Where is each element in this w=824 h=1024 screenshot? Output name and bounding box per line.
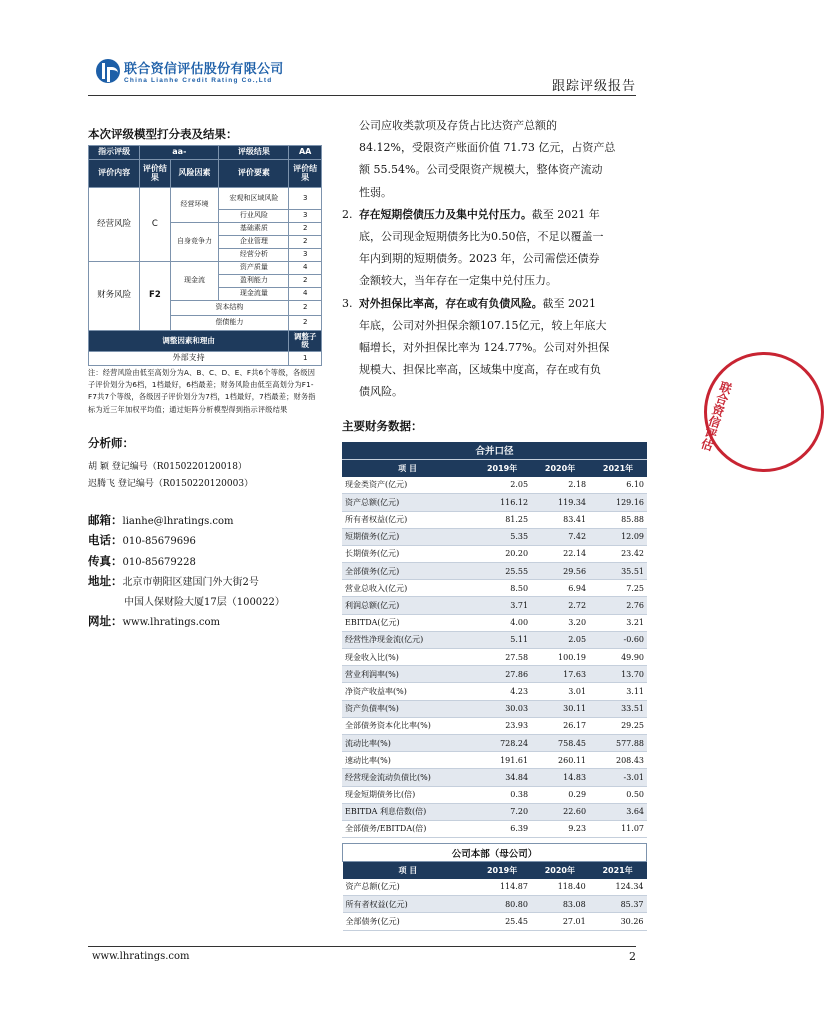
seal-text: 联合资信评估 xyxy=(698,379,734,453)
metric-value: 33.51 xyxy=(589,700,647,717)
metric-value: 30.03 xyxy=(473,700,531,717)
table-row xyxy=(342,511,647,528)
metric-name: 营业利润率(%) xyxy=(342,666,473,683)
website-link[interactable]: www.lhratings.com xyxy=(122,617,221,629)
text-line: 年底，公司对外担保余额107.15亿元，较上年底大 xyxy=(359,318,607,332)
metric-name: 长期债务(亿元) xyxy=(342,545,473,562)
table-row: 偿债能力 2 xyxy=(89,316,322,331)
metric-value: 129.16 xyxy=(589,494,647,511)
table-row xyxy=(342,477,647,494)
metric-name: 资产负债率(%) xyxy=(342,700,473,717)
metric-name: 全部债务资本化比率(%) xyxy=(342,717,473,734)
list-item: 3. 对外担保比率高，存在或有负债风险。截至 2021 xyxy=(342,296,597,310)
metric-value: 25.55 xyxy=(473,563,531,580)
table-row xyxy=(342,752,647,769)
risk-points xyxy=(342,115,647,404)
table-header-row: 项 目 2019年 2020年 2021年 xyxy=(342,460,647,477)
metric-value: 260.11 xyxy=(531,752,589,769)
table-row xyxy=(342,563,647,580)
header-divider xyxy=(88,95,636,96)
metric-value: 27.86 xyxy=(473,666,531,683)
metric-value: 2.05 xyxy=(473,477,531,494)
metric-value: 4.00 xyxy=(473,614,531,631)
metric-name: 利润总额(亿元) xyxy=(342,597,473,614)
table-row: 行业风险 3 xyxy=(89,210,322,223)
left-column xyxy=(88,126,322,633)
table-row xyxy=(342,700,647,717)
metric-value: 208.43 xyxy=(589,752,647,769)
metric-value: 7.25 xyxy=(589,580,647,597)
company-name-en: China Lianhe Credit Rating Co.,Ltd xyxy=(124,77,273,84)
metric-value: 6.10 xyxy=(589,477,647,494)
metric-value: 124.34 xyxy=(589,879,647,896)
table-row xyxy=(342,545,647,562)
text-line: 底，公司现金短期债务比为0.50倍，不足以覆盖一 xyxy=(359,230,604,244)
footer-divider xyxy=(88,946,636,947)
table-row xyxy=(343,913,647,930)
analyst-entry: 胡 颖 登记编号（R0150220120018） xyxy=(88,461,247,472)
metric-value: 25.45 xyxy=(473,913,531,930)
metric-name: 资产总额(亿元) xyxy=(342,494,473,511)
table-row xyxy=(342,666,647,683)
metric-value: 118.40 xyxy=(531,879,589,896)
metric-name: 经营性净现金流(亿元) xyxy=(342,631,473,648)
analysts-section xyxy=(88,435,322,493)
analysts-title: 分析师： xyxy=(88,435,134,450)
metric-name: 营业总收入(亿元) xyxy=(342,580,473,597)
metric-value: 3.11 xyxy=(589,683,647,700)
table-title-row: 公司本部（母公司） xyxy=(343,844,647,862)
model-title: 本次评级模型打分表及结果： xyxy=(88,127,238,141)
metric-value: 728.24 xyxy=(473,734,531,751)
metric-value: 3.21 xyxy=(589,614,647,631)
table-row xyxy=(342,631,647,648)
metric-value: -0.60 xyxy=(589,631,647,648)
metric-value: 5.11 xyxy=(473,631,531,648)
report-type: 跟踪评级报告 xyxy=(551,79,636,94)
metric-name: 现金短期债务比(倍) xyxy=(342,786,473,803)
metric-value: 3.01 xyxy=(531,683,589,700)
right-column xyxy=(342,115,647,931)
metric-value: 114.87 xyxy=(473,879,531,896)
metric-value: 6.94 xyxy=(531,580,589,597)
metric-value: 22.14 xyxy=(531,545,589,562)
table-row xyxy=(342,803,647,820)
rating-model-table xyxy=(88,145,322,366)
metric-value: 29.25 xyxy=(589,717,647,734)
text-line: 规模大、担保比率高，区域集中度高，存在或有负 xyxy=(359,363,601,377)
metric-value: 100.19 xyxy=(531,649,589,666)
metric-value: 2.05 xyxy=(531,631,589,648)
metric-name: 所有者权益(亿元) xyxy=(343,896,474,913)
table-row: 现金流量 4 xyxy=(89,288,322,301)
table-row xyxy=(342,717,647,734)
metric-value: 27.58 xyxy=(473,649,531,666)
table-row xyxy=(342,494,647,511)
financial-title: 主要财务数据： xyxy=(342,418,423,433)
metric-value: 577.88 xyxy=(589,734,647,751)
table-row: 企业管理 2 xyxy=(89,236,322,249)
metric-value: 83.08 xyxy=(531,896,589,913)
table-row: 财务风险 F2 现金流 资产质量 4 xyxy=(89,262,322,275)
address-line-2: 中国人保财险大厦17层（100022） xyxy=(124,596,285,608)
metric-value: 9.23 xyxy=(531,820,589,837)
metric-value: 3.64 xyxy=(589,803,647,820)
metric-value: 5.35 xyxy=(473,528,531,545)
table-header-row: 项 目 2019年 2020年 2021年 xyxy=(343,862,647,879)
metric-value: 0.38 xyxy=(473,786,531,803)
footer-url: www.lhratings.com xyxy=(92,951,190,962)
analyst-entry: 迟腾飞 登记编号（R0150220120003） xyxy=(88,478,254,489)
table-row xyxy=(342,734,647,751)
table-row: 资本结构 2 xyxy=(89,301,322,316)
metric-name: EBITDA 利息倍数(倍) xyxy=(342,803,473,820)
text-line: 幅增长，对外担保比率为 124.77%。公司对外担保 xyxy=(359,341,610,355)
metric-name: 现金收入比(%) xyxy=(342,649,473,666)
metric-value: 6.39 xyxy=(473,820,531,837)
metric-value: 20.20 xyxy=(473,545,531,562)
metric-value: 27.01 xyxy=(531,913,589,930)
table-row xyxy=(343,879,647,896)
metric-name: 资产总额(亿元) xyxy=(343,879,474,896)
metric-value: 116.12 xyxy=(473,494,531,511)
metric-value: 30.11 xyxy=(531,700,589,717)
metric-name: 流动比率(%) xyxy=(342,734,473,751)
metric-value: 23.42 xyxy=(589,545,647,562)
text-line: 债风险。 xyxy=(359,385,403,399)
contact-section: 邮箱：lianhe@lhratings.com 电话：010-85679696 传真：010-85679228 地址：北京市朝阳区建国门外大街2号 中国人保财险大厦17层（100022） 网址：www.lhratings.com xyxy=(88,511,322,633)
list-item: 2. 存在短期偿债压力及集中兑付压力。截至 2021 年 xyxy=(342,207,600,221)
table-row: 经营分析 3 xyxy=(89,249,322,262)
table-row: 自身竞争力 基础素质 2 xyxy=(89,223,322,236)
table-row xyxy=(342,769,647,786)
metric-value: 8.50 xyxy=(473,580,531,597)
table-row: 评价内容 评价结果 风险因素 评价要素 评价结果 xyxy=(89,160,322,188)
metric-value: 0.50 xyxy=(589,786,647,803)
metric-value: 191.61 xyxy=(473,752,531,769)
table-row xyxy=(342,614,647,631)
metric-value: 11.07 xyxy=(589,820,647,837)
metric-value: 2.76 xyxy=(589,597,647,614)
table-row xyxy=(342,786,647,803)
table-row xyxy=(342,580,647,597)
metric-value: 7.42 xyxy=(531,528,589,545)
text-line: 额 55.54%。公司受限资产规模大，整体资产流动 xyxy=(359,163,603,177)
metric-name: 全部债务(亿元) xyxy=(342,563,473,580)
metric-value: 7.20 xyxy=(473,803,531,820)
company-name-cn: 联合资信评估股份有限公司 xyxy=(124,62,284,77)
fax-number: 010-85679228 xyxy=(122,556,196,568)
parent-financial-table xyxy=(342,843,647,931)
table-row: 经营风险 C 经营环境 宏观和区域风险 3 xyxy=(89,188,322,210)
table-row: 指示评级 aa- 评级结果 AA xyxy=(89,146,322,160)
metric-value: 85.88 xyxy=(589,511,647,528)
metric-value: 0.29 xyxy=(531,786,589,803)
metric-name: EBITDA(亿元) xyxy=(342,614,473,631)
metric-value: 119.34 xyxy=(531,494,589,511)
text-line: 性弱。 xyxy=(359,185,392,199)
metric-value: 83.41 xyxy=(531,511,589,528)
text-line: 年内到期的短期债务。2023 年，公司需偿还债券 xyxy=(359,252,600,266)
table-row xyxy=(343,896,647,913)
company-logo xyxy=(96,58,284,84)
metric-value: 35.51 xyxy=(589,563,647,580)
metric-name: 全部债务/EBITDA(倍) xyxy=(342,820,473,837)
metric-name: 全部债务(亿元) xyxy=(343,913,474,930)
phone-number: 010-85679696 xyxy=(122,536,196,548)
table-row: 盈利能力 2 xyxy=(89,275,322,288)
table-row xyxy=(342,820,647,837)
metric-value: 80.80 xyxy=(473,896,531,913)
metric-value: 12.09 xyxy=(589,528,647,545)
metric-value: 23.93 xyxy=(473,717,531,734)
metric-name: 现金类资产(亿元) xyxy=(342,477,473,494)
table-row xyxy=(342,649,647,666)
table-row: 调整因素和理由 调整子级 xyxy=(89,331,322,352)
metric-value: 4.23 xyxy=(473,683,531,700)
metric-value: 85.37 xyxy=(589,896,647,913)
metric-value: 49.90 xyxy=(589,649,647,666)
table-row xyxy=(342,683,647,700)
consolidated-financial-table xyxy=(342,442,647,838)
metric-value: 2.18 xyxy=(531,477,589,494)
metric-name: 净资产收益率(%) xyxy=(342,683,473,700)
metric-value: 26.17 xyxy=(531,717,589,734)
metric-value: 2.72 xyxy=(531,597,589,614)
model-note: 注：经营风险由低至高划分为A、B、C、D、E、F共6个等级，各级因子评价划分为6档，1档最好，6档最差；财务风险由低至高划分为F1-F7共7个等级，各级因子评价划分为7档，1档最好，7档最差；财务指标为近三年加权平均值；通过矩阵分析模型得到指示评级结果 xyxy=(88,368,316,414)
table-row: 外部支持 1 xyxy=(89,352,322,366)
metric-name: 经营现金流动负债比(%) xyxy=(342,769,473,786)
metric-value: 81.25 xyxy=(473,511,531,528)
text-line: 公司应收类款项及存货占比达资产总额的 xyxy=(359,119,557,132)
metric-value: 3.71 xyxy=(473,597,531,614)
table-row xyxy=(342,597,647,614)
metric-value: -3.01 xyxy=(589,769,647,786)
metric-value: 22.60 xyxy=(531,803,589,820)
metric-name: 短期债务(亿元) xyxy=(342,528,473,545)
email-link[interactable]: lianhe@lhratings.com xyxy=(122,515,234,527)
metric-value: 14.83 xyxy=(531,769,589,786)
address-line-1: 北京市朝阳区建国门外大街2号 xyxy=(122,577,259,589)
table-row xyxy=(342,528,647,545)
text-line: 84.12%，受限资产账面价值 71.73 亿元，占资产总 xyxy=(359,141,616,155)
metric-value: 3.20 xyxy=(531,614,589,631)
lianhe-logo-icon xyxy=(96,59,120,83)
metric-value: 29.56 xyxy=(531,563,589,580)
page-number: 2 xyxy=(629,950,636,963)
text-line: 金额较大，当年存在一定集中兑付压力。 xyxy=(359,274,557,288)
metric-value: 34.84 xyxy=(473,769,531,786)
metric-name: 速动比率(%) xyxy=(342,752,473,769)
metric-value: 758.45 xyxy=(531,734,589,751)
metric-value: 17.63 xyxy=(531,666,589,683)
metric-name: 所有者权益(亿元) xyxy=(342,511,473,528)
metric-value: 13.70 xyxy=(589,666,647,683)
metric-value: 30.26 xyxy=(589,913,647,930)
table-title-row: 合并口径 xyxy=(342,442,647,460)
